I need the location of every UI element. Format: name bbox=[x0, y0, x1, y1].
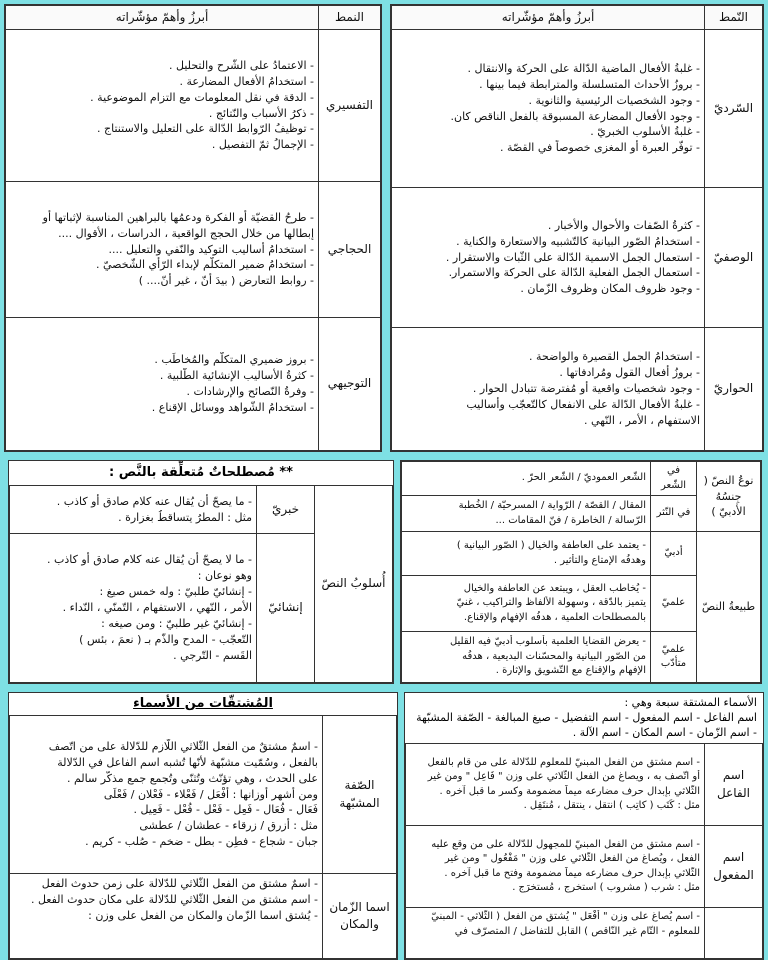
nature-type: أدبيّ bbox=[651, 532, 697, 576]
derivatives-panel-right bbox=[404, 692, 764, 960]
prose-value: المقال / القصّة / الرّواية / المسرحيّة / الخُطبة الرّسالة / الخاطرة / فنّ المقامات ... bbox=[402, 496, 651, 532]
text-type-label: نوعُ النصّ ( جِنسُهُ الأدبيّ ) bbox=[697, 462, 761, 532]
terms-title: ** مُصطلحاتٌ مُتعلِّقة بالنَّص : bbox=[9, 461, 393, 486]
prose-label: في النّثر bbox=[651, 496, 697, 532]
pattern-indicators: - الاعتمادُ على الشّرح والتحليل . - استخدامُ الأفعال المضارعة . - الدقة في نقل المعلومات مع التزام الموضوعية . - ذكرُ الأسباب والنّتائج . - توظيفُ الرّوابط الدّالة على التعليل والاستنتاج . - الإجمالُ ثمّ التفصيل . bbox=[6, 30, 319, 182]
nature-description: - يعرض القضايا العلمية بأسلوب أدبيّ فيه القليل من الصّور البيانية والمحسّنات البديعية ، هدفُه الإفهام والإقناع مع التّشويق والإثارة . bbox=[402, 632, 651, 683]
nature-type: علميّ bbox=[651, 576, 697, 632]
nature-description: - يعتمد على العاطفة والخيال ( الصّور البيانية ) وهدفُه الإمتاع والتأثير . bbox=[402, 532, 651, 576]
style-group-label: أُسلوبُ النصّ bbox=[315, 486, 393, 683]
derivatives-intro: الأسماء المشتقة سبعة وهي : اسم الفاعل - اسم المفعول - اسم التفضيل - صيغ المبالغة - الصّفة المشبّهة - اسم الزّمان - اسم المكان - اسم الآلة . bbox=[405, 693, 763, 744]
term-name: إنشائيّ bbox=[257, 534, 315, 683]
pattern-name: الحواريّ bbox=[705, 328, 763, 451]
derivative-definition: - اسم يُصاغ على وزن " أفْعَل " يُشتق من الفعل ( الثّلاثي - المبنيّ للمعلوم - التّام غير النّاقص ) القابل للتفاضل / المتصرّف في bbox=[406, 908, 705, 959]
pattern-indicators: - طرحُ القضيّة أو الفكرة ودعمُها بالبراهين المناسبة لإثباتها أو إبطالها من خلال الحجج الواقعية ، الدراسات ، الأقوال .... - استخدامُ أساليب التوكيد والنّفي والتعليل .... - استخدامُ ضمير المتكلّم لإبداء الرّأي الشّخصيّ . - روابط التعارض ( بيدَ أنّ ، غير أنّ.... ) bbox=[6, 182, 319, 318]
header-indicators: أبرزُ وأهمّ مؤشّراته bbox=[392, 6, 705, 30]
term-definition: - ما يصحّ أن يُقال عنه كلام صادق أو كاذب . مثل : المطرُ يتساقطُ بغزارة . bbox=[10, 486, 257, 534]
poetry-label: في الشّعر bbox=[651, 462, 697, 496]
derivative-name bbox=[705, 908, 763, 959]
pattern-indicators: - استخدامُ الجمل القصيرة والواضحة . - بروزُ أفعال القول ومُرادفاتها . - وجود شخصيات واقعية أو مُفترضة تتبادل الحوار . - غلبةُ الأفعال الدّالة على الانفعال كالتّعجّب وأساليب الاستفهام ، الأمر ، النّهي . bbox=[392, 328, 705, 451]
header-pattern: النّمط bbox=[705, 6, 763, 30]
header-indicators: أبرزُ وأهمّ مؤشّراته bbox=[6, 6, 319, 30]
nature-description: - يُخاطب العقل ، ويبتعد عن العاطفة والخيال يتميز بالدّقة ، وسهولة الألفاظ والتراكيب ، غنيّ بالمصطلحات العلمية ، هدفُه الإفهام والإقناع. bbox=[402, 576, 651, 632]
derivative-name: الصّفة المشبّهة bbox=[323, 716, 397, 874]
derivatives-title: المُشتقّات من الأسماء bbox=[9, 693, 397, 716]
pattern-name: التفسيري bbox=[319, 30, 381, 182]
poetry-value: الشّعر العموديّ / الشّعر الحرّ . bbox=[402, 462, 651, 496]
derivative-definition: - اسم مشتق من الفعل المبنيّ للمعلوم للدّلالة على من قام بالفعل أو اتّصف به ، ويصاغ من الفعل الثّلاثي على وزن " فَاعِل " ومن غير الثّلاثي بإبدال حرف مضارعه ميماً مضمومة وكسر ما قبل آخره . مثل : كَتَب ( كاتِب ) انتقل ، ينتقل ، مُنتَقِل . bbox=[406, 744, 705, 826]
pattern-name: التوجيهي bbox=[319, 318, 381, 451]
derivative-definition: - اسمٌ مشتقٌ من الفعل الثّلاثي اللّازم للدّلالة على من اتّصف بالفعل ، وسُمّيت مشبّهة لأنّها تُشبه اسم الفاعل في الدّلالة على الحدث ، وهي تؤنّث وتُثنّى وتُجمع جمع مذكّر سالم . ومن أشهر أوزانها : أفْعَل / فَعْلاء - فَعْلان / فَعْلَى فَعَال - فُعَال - فَعِل - فَعْل - فُعْل - فَعِيل . مثل : أزرق / زرقاء - عطشان / عطشى جبان - شجاع - فطِن - بطل - ضخم - صُلب - كريم . bbox=[10, 716, 323, 874]
text-terms-panel bbox=[8, 460, 394, 684]
pattern-indicators: - كثرةُ الصّفات والأحوال والأخبار . - استخدامُ الصّور البيانية كالتّشبيه والاستعارة والكناية . - استعمال الجمل الاسمية الدّالة على الثّبات والاستقرار . - استعمال الجمل الفعلية الدّالة على الحركة والاستمرار. - وجود ظروف المكان وظروف الزّمان . bbox=[392, 188, 705, 328]
pattern-name: السّرديّ bbox=[705, 30, 763, 188]
patterns-table-left bbox=[4, 4, 382, 452]
patterns-table-right bbox=[390, 4, 764, 452]
term-definition: - ما لا يصحّ أن يُقال عنه كلام صادق أو كاذب . وهو نوعان : - إنشائيّ طلبيّ : وله خمس صيغ : الأمر ، النّهي ، الاستفهام ، التّمنّي ، النّداء . - إنشائيّ غير طلبيّ : ومن صيغه : التّعجّب - المدح والذّم بـ ( نعمَ ، بئس ) القَسم - التّرجي . bbox=[10, 534, 257, 683]
derivative-definition: - اسم مشتق من الفعل المبنيّ للمجهول للدّلالة على من وقع عليه الفعل ، ويُصاغ من الفعل الثّلاثي على وزن " مَفْعُول " ومن غير الثّلاثي بإبدال حرف مضارعه ميماً مضمومة وفتح ما قبل آخره . مثل : شرب ( مشروب ) استخرج ، مُستخرَج . bbox=[406, 826, 705, 908]
derivative-definition: - اسمٌ مشتق من الفعل الثّلاثي للدّلالة على زمن حدوث الفعل - اسم مشتق من الفعل الثّلاثي للدّلالة على مكان حدوث الفعل . - يُشتق اسما الزّمان والمكان من الفعل على وزن : bbox=[10, 874, 323, 959]
text-nature-panel bbox=[400, 460, 762, 684]
derivative-name: اسم المفعول bbox=[705, 826, 763, 908]
text-nature-label: طبيعةُ النصّ bbox=[697, 532, 761, 683]
header-pattern: النمط bbox=[319, 6, 381, 30]
pattern-indicators: - غلبةُ الأفعال الماضية الدّالة على الحركة والانتقال . - بروزُ الأحداث المتسلسلة والمترابطة فيما بينها . - وجود الشخصيات الرئيسية والثانوية . - وجود الأفعال المضارعة المسبوقة بالفعل الناقص كان. - غلبةُ الأسلوب الخبريّ . - توفّر العبرة أو المغزى خصوصاً في القصّة . bbox=[392, 30, 705, 188]
derivatives-panel-left bbox=[8, 692, 398, 960]
derivative-name: اسم الفاعل bbox=[705, 744, 763, 826]
pattern-name: الوصفيّ bbox=[705, 188, 763, 328]
derivative-name: اسما الزّمان والمكان bbox=[323, 874, 397, 959]
pattern-name: الحجاجي bbox=[319, 182, 381, 318]
nature-type: علميّ متأدّب bbox=[651, 632, 697, 683]
pattern-indicators: - بروز ضميري المتكلّم والمُخاطَب . - كثرةُ الأساليب الإنشائية الطّلبية . - وفرةُ النّصائح والإرشادات . - استخدامُ الشّواهد ووسائل الإقناع . bbox=[6, 318, 319, 451]
term-name: خبريّ bbox=[257, 486, 315, 534]
